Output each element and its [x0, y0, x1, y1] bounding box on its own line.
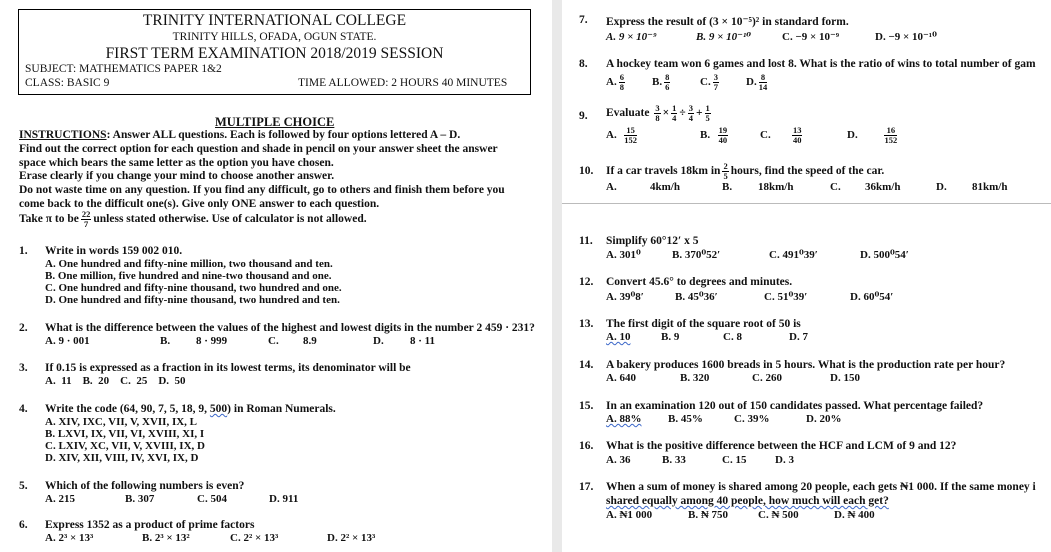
- q11-number: 11.: [579, 235, 593, 247]
- q7-option-a: A. 9 × 10⁻⁹: [606, 31, 657, 43]
- q9-option-b: B. $\frac{19}{40}$: [700, 125, 728, 145]
- q15-option-d: D. 20%: [806, 413, 842, 425]
- q17-option-b: B. ₦ 750: [688, 509, 729, 521]
- q16-option-b: B. 33: [662, 454, 686, 466]
- q17-text-line-1: When a sum of money is shared among 20 people, each gets ₦1 000. If the same money i: [606, 481, 1036, 493]
- q1-option-b: B. One million, five hundred and nine-two thousand and one.: [45, 270, 332, 282]
- q11-option-b: B. 370⁰52′: [672, 249, 721, 261]
- q14-option-a: A. 640: [606, 372, 636, 384]
- q11-text: Simplify 60°12′ x 5: [606, 235, 699, 247]
- q3-options: A. 11 B. 20 C. 25 D. 50: [45, 375, 186, 387]
- college-address: TRINITY HILLS, OFADA, OGUN STATE.: [172, 31, 377, 43]
- q5-option-d: D. 911: [269, 493, 299, 505]
- subject-line: SUBJECT: MATHEMATICS PAPER 1&2: [25, 63, 222, 75]
- instructions-pi: Take π to be $\frac{22}{7}$ unless stated otherwise. Use of calculator is not allowed.: [19, 209, 367, 229]
- q10-option-a: A.: [606, 181, 617, 193]
- q2-option-c: C.: [268, 335, 279, 347]
- q2-option-a: A. 9 · 001: [45, 335, 90, 347]
- q5-option-c: C. 504: [197, 493, 227, 505]
- q10-number: 10.: [579, 165, 594, 177]
- q4-option-a: A. XIV, IXC, VII, V, XVII, IX, L: [45, 416, 198, 428]
- q14-option-b: B. 320: [680, 372, 710, 384]
- q2-option-b-value: 8 · 999: [196, 335, 228, 347]
- q1-number: 1.: [19, 245, 28, 257]
- q10-option-b-value: 18km/h: [758, 181, 794, 193]
- q8-option-d: D. $\frac{8}{14}$: [746, 72, 768, 92]
- right-page: [562, 0, 1051, 552]
- q4-option-c: C. LXIV, XC, VII, V, XVIII, IX, D: [45, 440, 205, 452]
- q8-option-c: C. $\frac{3}{7}$: [700, 72, 718, 92]
- college-name: TRINITY INTERNATIONAL COLLEGE: [142, 12, 407, 29]
- q14-text: A bakery produces 1600 breads in 5 hours. What is the production rate per hour?: [606, 359, 1006, 371]
- q9-option-a: A. $\frac{15}{152}$: [606, 125, 637, 145]
- q15-option-a: A. 88%: [606, 413, 642, 425]
- q4-text: Write the code (64, 90, 7, 5, 18, 9, 500) in Roman Numerals.: [45, 403, 336, 415]
- q10-text: If a car travels 18km in $\frac{2}{5}$ hours, find the speed of the car.: [606, 161, 885, 181]
- instructions-line-6: come back to the difficult one(s). Give only ONE answer to each question.: [19, 198, 380, 210]
- q4-option-d: D. XIV, XII, VIII, IV, XVI, IX, D: [45, 452, 199, 464]
- q6-option-c: C. 2² × 13³: [230, 532, 279, 544]
- instructions-line-5: Do not waste time on any question. If you find any difficult, go to others and finish them before you: [19, 184, 505, 196]
- q1-option-a: A. One hundred and fifty-nine million, two thousand and ten.: [45, 258, 333, 270]
- q1-text: Write in words 159 002 010.: [45, 245, 183, 257]
- q12-text: Convert 45.6° to degrees and minutes.: [606, 276, 793, 288]
- q10-option-c: C.: [830, 181, 841, 193]
- instructions-line-1: INSTRUCTIONS: Answer ALL questions. Each is followed by four options lettered A – D.: [19, 129, 461, 141]
- q9-text: Evaluate $\frac{3}{8}$ × $\frac{1}{4}$ ÷ $\frac{3}{4}$ + $\frac{1}{5}$: [606, 103, 710, 123]
- q13-option-c: C. 8: [723, 331, 742, 343]
- q2-number: 2.: [19, 322, 28, 334]
- q5-option-a: A. 215: [45, 493, 75, 505]
- q10-option-d-value: 81km/h: [972, 181, 1008, 193]
- q14-option-d: D. 150: [830, 372, 860, 384]
- q12-option-b: B. 45⁰36′: [675, 291, 718, 303]
- q2-option-d: D.: [373, 335, 384, 347]
- q1-option-c: C. One hundred and fifty-nine thousand, two hundred and one.: [45, 282, 342, 294]
- q2-option-c-value: 8.9: [303, 335, 317, 347]
- q10-option-a-value: 4km/h: [650, 181, 680, 193]
- q6-option-a: A. 2³ × 13³: [45, 532, 94, 544]
- instructions-line-2: Find out the correct option for each question and shade in pencil on your answer sheet the answer: [19, 143, 498, 155]
- q2-option-d-value: 8 · 11: [410, 335, 436, 347]
- q8-text: A hockey team won 6 games and lost 8. What is the ratio of wins to total number of gam: [606, 58, 1036, 70]
- q17-text-line-2: shared equally among 40 people, how much will each get?: [606, 495, 889, 507]
- q11-option-c: C. 491⁰39′: [769, 249, 818, 261]
- q7-option-d: D. −9 × 10⁻¹⁰: [875, 31, 937, 43]
- instructions-line-3: space which bears the same letter as the option you have chosen.: [19, 157, 334, 169]
- q17-option-d: D. ₦ 400: [834, 509, 875, 521]
- q6-text: Express 1352 as a product of prime factors: [45, 519, 255, 531]
- q7-number: 7.: [579, 14, 588, 26]
- q5-text: Which of the following numbers is even?: [45, 480, 245, 492]
- q12-option-d: D. 60⁰54′: [850, 291, 894, 303]
- q9-number: 9.: [579, 110, 588, 122]
- q15-option-b: B. 45%: [668, 413, 703, 425]
- q9-option-c: C. $\frac{13}{40}$: [760, 125, 802, 145]
- q7-option-c: C. −9 × 10⁻⁹: [782, 31, 840, 43]
- q13-option-a: A. 10: [606, 331, 631, 343]
- instructions-line-4: Erase clearly if you change your mind to choose another answer.: [19, 170, 335, 182]
- q16-option-c: C. 15: [722, 454, 747, 466]
- q8-option-a: A. $\frac{6}{8}$: [606, 72, 624, 92]
- q16-option-a: A. 36: [606, 454, 631, 466]
- q4-option-b: B. LXVI, IX, VII, VI, XVIII, XI, I: [45, 428, 205, 440]
- q3-number: 3.: [19, 362, 28, 374]
- q5-number: 5.: [19, 480, 28, 492]
- q5-option-b: B. 307: [125, 493, 155, 505]
- q6-number: 6.: [19, 519, 28, 531]
- q11-option-a: A. 301⁰: [606, 249, 641, 261]
- q17-option-c: C. ₦ 500: [758, 509, 799, 521]
- q17-option-a: A. ₦1 000: [606, 509, 653, 521]
- q16-number: 16.: [579, 440, 594, 452]
- q7-option-b: B. 9 × 10⁻¹⁰: [696, 31, 752, 43]
- q6-option-d: D. 2² × 13³: [327, 532, 376, 544]
- q12-option-a: A. 39⁰8′: [606, 291, 644, 303]
- q10-option-c-value: 36km/h: [865, 181, 901, 193]
- q3-text: If 0.15 is expressed as a fraction in its lowest terms, its denominator will be: [45, 362, 411, 374]
- exam-title: FIRST TERM EXAMINATION 2018/2019 SESSION: [105, 45, 444, 62]
- q13-text: The first digit of the square root of 50 is: [606, 318, 801, 330]
- q2-text: What is the difference between the values of the highest and lowest digits in the number 2 459 · 231?: [45, 322, 535, 334]
- q16-option-d: D. 3: [775, 454, 794, 466]
- q15-option-c: C. 39%: [734, 413, 770, 425]
- q13-number: 13.: [579, 318, 594, 330]
- class-line: CLASS: BASIC 9: [25, 77, 110, 89]
- q16-text: What is the positive difference between the HCF and LCM of 9 and 12?: [606, 440, 957, 452]
- q10-option-b: B.: [722, 181, 733, 193]
- q14-option-c: C. 260: [752, 372, 782, 384]
- q13-option-b: B. 9: [661, 331, 680, 343]
- q14-number: 14.: [579, 359, 594, 371]
- q8-option-b: B. $\frac{8}{6}$: [652, 72, 670, 92]
- section-title: MULTIPLE CHOICE: [215, 115, 335, 129]
- q15-number: 15.: [579, 400, 594, 412]
- q1-option-d: D. One hundred and fifty-nine thousand, two hundred and ten.: [45, 294, 340, 306]
- time-allowed: TIME ALLOWED: 2 HOURS 40 MINUTES: [298, 77, 508, 89]
- q12-number: 12.: [579, 276, 594, 288]
- q9-option-d: D. $\frac{16}{152}$: [847, 125, 898, 145]
- page-separator-line: [562, 203, 1051, 204]
- q13-option-d: D. 7: [789, 331, 808, 343]
- q11-option-d: D. 500⁰54′: [860, 249, 909, 261]
- q7-text: Express the result of (3 × 10⁻⁵)² in standard form.: [606, 16, 849, 28]
- q8-number: 8.: [579, 58, 588, 70]
- q4-number: 4.: [19, 403, 28, 415]
- q17-number: 17.: [579, 481, 594, 493]
- q15-text: In an examination 120 out of 150 candidates passed. What percentage failed?: [606, 400, 984, 412]
- q12-option-c: C. 51⁰39′: [764, 291, 808, 303]
- q2-option-b: B.: [160, 335, 171, 347]
- q6-option-b: B. 2³ × 13²: [142, 532, 190, 544]
- q10-option-d: D.: [936, 181, 947, 193]
